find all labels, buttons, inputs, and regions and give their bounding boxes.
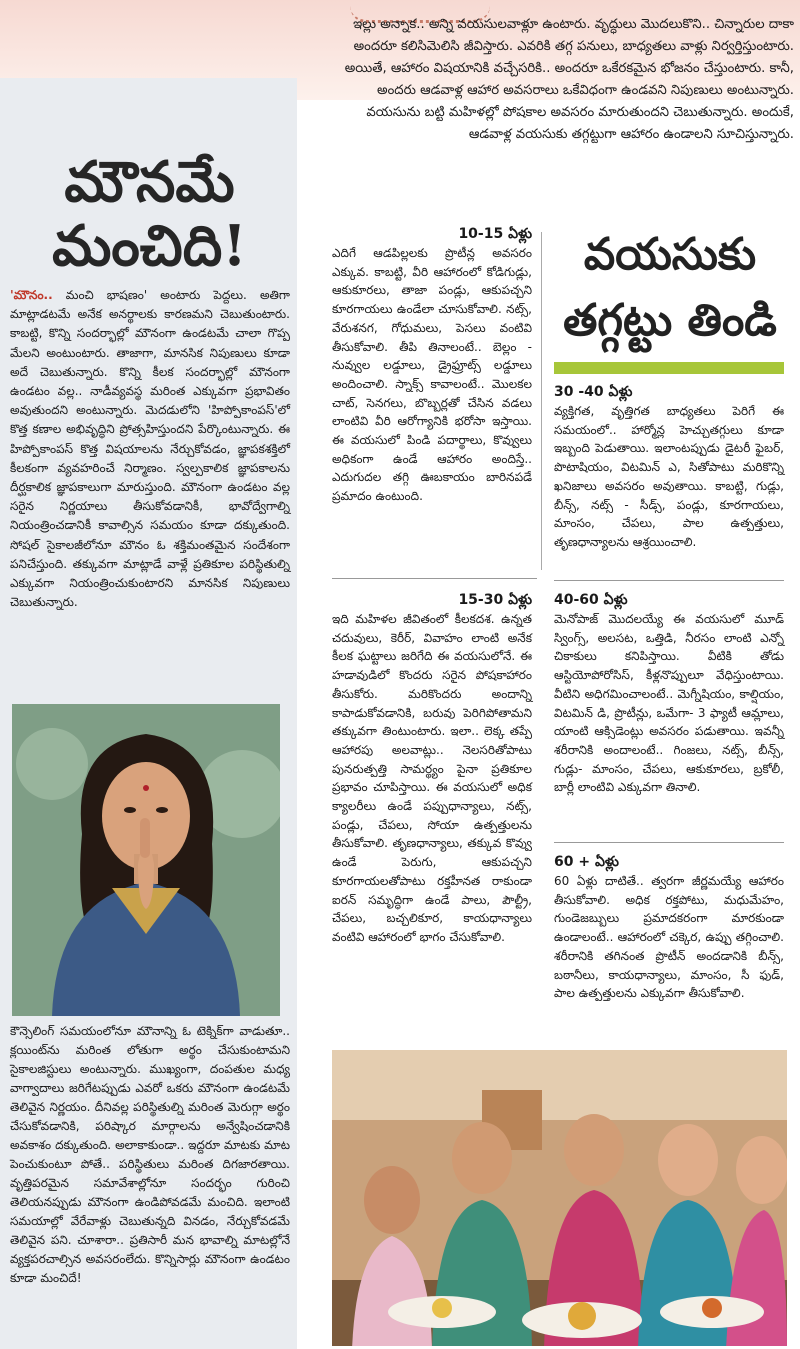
woman-silence-illustration (12, 704, 280, 1016)
sidebar-lead-word: 'మౌనం.. (10, 288, 53, 302)
age-section-body: మెనోపాజ్ మొదలయ్యే ఈ వయసులో మూడ్ స్వింగ్స్, అలసట, ఒత్తిడి, నీరసం లాంటి ఎన్నో చికాకులు కనిపిస్తాయి. వీటికి తోడు ఆస్టియోపోరోసిస్, కీళ్లనొప్పులూ వేధిస్తుంటాయి. వీటిని అధిగమించాలంటే.. మెగ్నీషియం, కాల్షియం, విటమిన్ డి, ప్రొటీన్లు, ఒమేగా- 3 ఫ్యాటీ ఆమ్లాలు, యాంటి ఆక్సిడెంట్లు అవసరం పడుతాయి. ఇవన్నీ శరీరానికి అందాలంటే.. గింజలు, నట్స్, బీన్స్, గుడ్లు- మాంసం, చేపలు, ఆకుకూరలు, బ్రకోలీ, బార్లీ లాంటివి ఎక్కువగా తినాలి. (554, 612, 784, 795)
main-headline (550, 222, 790, 354)
sidebar-title-line-1: మౌనమే (64, 149, 235, 215)
headline-underline-bar (554, 362, 784, 374)
age-section-heading: 30 -40 ఏళ్లు (554, 384, 633, 400)
family-meal-photo (332, 1050, 787, 1346)
sidebar-article-part-1 (10, 286, 290, 612)
sidebar-body-1: మంచి భాషణం' అంటారు పెద్దలు. అతిగా మాట్లాడటమే అనేక అనర్థాలకు కారణమని చెబుతుంటారు. కాబట్టి, కొన్ని సందర్భాల్లో మౌనంగా ఉండటమే చాలా గొప్ప మేలని అంటుంటారు. తాజాగా, మానసిక నిపుణులు కూడా అదే చెబుతున్నారు. కొన్ని కీలక సందర్భాల్లో మౌనంగా ఉండటం వల్ల.. నాడీవ్యవస్థ మరింత ఎక్కువగా ప్రభావితం అవుతుందని అంటున్నారు. మెదడులోని 'హిప్పోకాంపస్'లో కొత్త కణాల అభివృద్ధిని ప్రోత్సహిస్తుందని పేర్కొంటున్నారు. ఈ హిప్పోకాంపస్ కొత్త విషయాలను నేర్చుకోవడం, జ్ఞాపకశక్తిలో కీలకంగా వ్యవహరించే నిర్మాణం. స్వల్పకాలిక జ్ఞాపకాలను దీర్ఘకాలిక జ్ఞాపకాలుగా మారుస్తుంది. మౌనంగా ఉండటం వల్ల సరైన నిర్ణయాలు తీసుకోవడానికీ, భావోద్వేగాల్ని నియంత్రించడానికీ కావాల్సిన సమయం కూడా దక్కుతుంది. సోషల్ సైకాలజీలోనూ మౌనం ఓ శక్తిమంతమైన సందేశంగా పనిచేస్తుంది. తక్కువగా మాట్లాడే వాళ్లే ప్రతికూల పరిస్థితుల్ని ఎక్కువగా నియంత్రించుకుంటారని మానసిక నిపుణులు చెబుతున్నారు. (10, 288, 290, 610)
age-section-heading: 15-30 ఏళ్లు (458, 592, 532, 608)
age-section-40-60 (554, 590, 784, 797)
age-section-body: వ్యక్తిగత, వృత్తిగత బాధ్యతలు పెరిగే ఈ సమయంలో.. హార్మోన్ల హెచ్చుతగ్గులు కూడా ఇబ్బంది పెడుతాయి. ఇలాంటప్పుడు డైటరీ ఫైబర్, పొటాషియం, విటమిన్ ఎ, సితోపాటు మరికొన్ని ఖనిజాలు అవసరం అవుతాయి. కాబట్టి, గుడ్లు, బీన్స్, నట్స్ - సీడ్స్, పండ్లు, కూరగాయలు, మాంసం, చేపలు, పాల ఉత్పత్తులు, తృణధాన్యాలను ఆశ్రయించాలి. (554, 404, 784, 549)
section-divider-left (332, 578, 537, 579)
age-section-heading: 60 + ఏళ్లు (554, 854, 619, 870)
section-divider-right-1 (554, 580, 784, 581)
age-section-heading: 40-60 ఏళ్లు (554, 592, 628, 608)
age-section-body: ఇది మహిళల జీవితంలో కీలకదశ. ఉన్నత చదువులు, కెరీర్, వివాహం లాంటి అనేక కీలక ఘట్టాలు జరిగేది ఈ వయసులోనే. ఈ హడావుడిలో కొందరు సరైన పోషకాహారం తీసుకోరు. మరికొందరు అందాన్ని కాపాడుకోవడానికి, బరువు పెరిగిపోతామని తక్కువగా తింటుంటారు. ఇలా.. లెక్క తప్పే ఆహారపు అలవాట్లు.. నెలసరితోపాటు పునరుత్పత్తి సామర్థ్యం పైనా ప్రతికూల ప్రభావం చూపిస్తాయి. ఈ వయసులో అధిక క్యాలరీలు ఉండే పప్పుధాన్యాలు, నట్స్, పండ్లు, చేపలు, సోయా ఉత్పత్తులను తీసుకోవాలి. తృణధాన్యాలు, తక్కువ కొవ్వు ఉండే పెరుగు, ఆకుపచ్చని కూరగాయలతోపాటు రక్తహీనత రాకుండా ఐరన్ సమృద్ధిగా ఉండే పాలు, పౌల్ట్రీ, చేపలు, బచ్చలికూర, కాయధాన్యాలు వంటివి ఆహారంలో భాగం చేసుకోవాలి. (332, 612, 532, 944)
sidebar-title-line-2: మంచిది! (52, 213, 247, 279)
age-section-body: ఎదిగే ఆడపిల్లలకు ప్రొటీన్ల అవసరం ఎక్కువ. కాబట్టి, వీరి ఆహారంలో కోడిగుడ్లు, ఆకుకూరలు, తాజా పండ్లు, ఆకుపచ్చని కూరగాయలు ఉండేలా చూసుకోవాలి. నట్స్, వేరుశనగ, గోధుమలు, పెసలు వంటివి తీసుకోవాలి. తీపి తినాలంటే.. బెల్లం - నువ్వుల లడ్డూలు, డ్రైఫ్రూట్స్ లడ్డూలు అందించాలి. స్నాక్స్ కావాలంటే.. మొలకల చాట్, సెనగలు, బొబ్బర్లతో చేసిన వడలు లాంటివి వీరి ఆరోగ్యానికి భరోసా ఇస్తాయి. ఈ వయసులో పిండి పదార్థాలు, కొవ్వులు అధికంగా ఉండే ఆహారం అందిస్తే.. ఎదుగుదల తగ్గి ఊబకాయం బారినపడే ప్రమాదం ఉంటుంది. (332, 246, 532, 504)
age-section-30-40 (554, 382, 784, 552)
main-headline-line-2: తగ్గట్టు తిండి (563, 295, 777, 346)
sidebar-article-part-2: కౌన్సెలింగ్ సమయంలోనూ మౌనాన్ని ఓ టెక్నిక్‌గా వాడుతూ.. క్లయింట్‌ను మరింత లోతుగా అర్థం చేసుకుంటామని సైకాలజిస్టులు అంటున్నారు. ముఖ్యంగా, దంపతుల మధ్య వాగ్వాదాలు జరిగేటప్పుడు ఎవరో ఒకరు మౌనంగా ఉండటమే తెలివైన నిర్ణయం. దీనివల్ల పరిస్థితుల్ని మరింత మెరుగ్గా అర్థం చేసుకోవడానికి, పరిష్కార మార్గాలను అన్వేషించడానికి అవకాశం దక్కుతుంది. అలాకాకుండా.. ఇద్దరూ మాటకు మాట పెంచుకుంటూ పోతే.. పరిస్థితులు మరింత దిగజారతాయి. వృత్తిపరమైన సమావేశాల్లోనూ సందర్భం గురించి తెలియనప్పుడు మౌనంగా ఉండిపోవడమే మంచిది. ఇలాంటి సమయాల్లో వేరేవాళ్లు చెబుతున్నది వినడం, నేర్చుకోవడమే తెలివైన పని. చూశారా.. ప్రతిసారీ మన భావాల్ని మాటల్లోనే వ్యక్తపరచాల్సిన అవసరంలేదు. కొన్నిసార్లు మౌనంగా ఉండటం కూడా మంచిదే! (10, 1024, 290, 1285)
age-section-60-plus (554, 852, 784, 1003)
age-section-heading: 10-15 ఏళ్లు (458, 226, 532, 242)
age-section-15-30 (332, 590, 532, 947)
age-section-10-15 (332, 224, 532, 506)
sidebar-title (12, 150, 287, 278)
woman-silence-photo (12, 704, 280, 1016)
column-divider (541, 232, 542, 570)
main-headline-line-1: వయసుకు (583, 229, 757, 280)
family-meal-illustration (332, 1050, 787, 1346)
age-section-body: 60 ఏళ్లు దాటితే.. త్వరగా జీర్ణమయ్యే ఆహారం తీసుకోవాలి. అధిక రక్తపోటు, మధుమేహం, గుండెజబ్బులు ప్రమాదకరంగా మారకుండా ఉండాలంటే.. ఆహారంలో చక్కెర, ఉప్పు తగ్గించాలి. శరీరానికి తగినంత ప్రొటీన్ అందడానికి బీన్స్, బఠానీలు, కాయధాన్యాలు, మాంసం, సీ ఫుడ్, పాల ఉత్పత్తులను ఎక్కువగా తీసుకోవాలి. (554, 874, 784, 1001)
intro-paragraph: ఇల్లు అన్నాక.. అన్ని వయసులవాళ్లూ ఉంటారు. వృద్ధులు మొదలుకొని.. చిన్నారుల దాకా అందరూ కలిసిమెలిసి జీవిస్తారు. ఎవరికి తగ్గ పనులు, బాధ్యతలు వాళ్లు నిర్వర్తిస్తుంటారు. అయితే, ఆహారం విషయానికి వచ్చేసరికి.. అందరూ ఒకేరకమైన భోజనం చేస్తుంటారు. కానీ, అందరు ఆడవాళ్ల ఆహార అవసరాలు ఒకేవిధంగా ఉండవని నిపుణులు అంటున్నారు. వయసును బట్టి మహిళల్లో పోషకాల అవసరం మారుతుందని చెబుతున్నారు. అందుకే, ఆడవాళ్ల వయసుకు తగ్గట్టుగా ఆహారం ఉండాలని సూచిస్తున్నారు. (344, 17, 794, 142)
section-divider-right-2 (554, 842, 784, 843)
